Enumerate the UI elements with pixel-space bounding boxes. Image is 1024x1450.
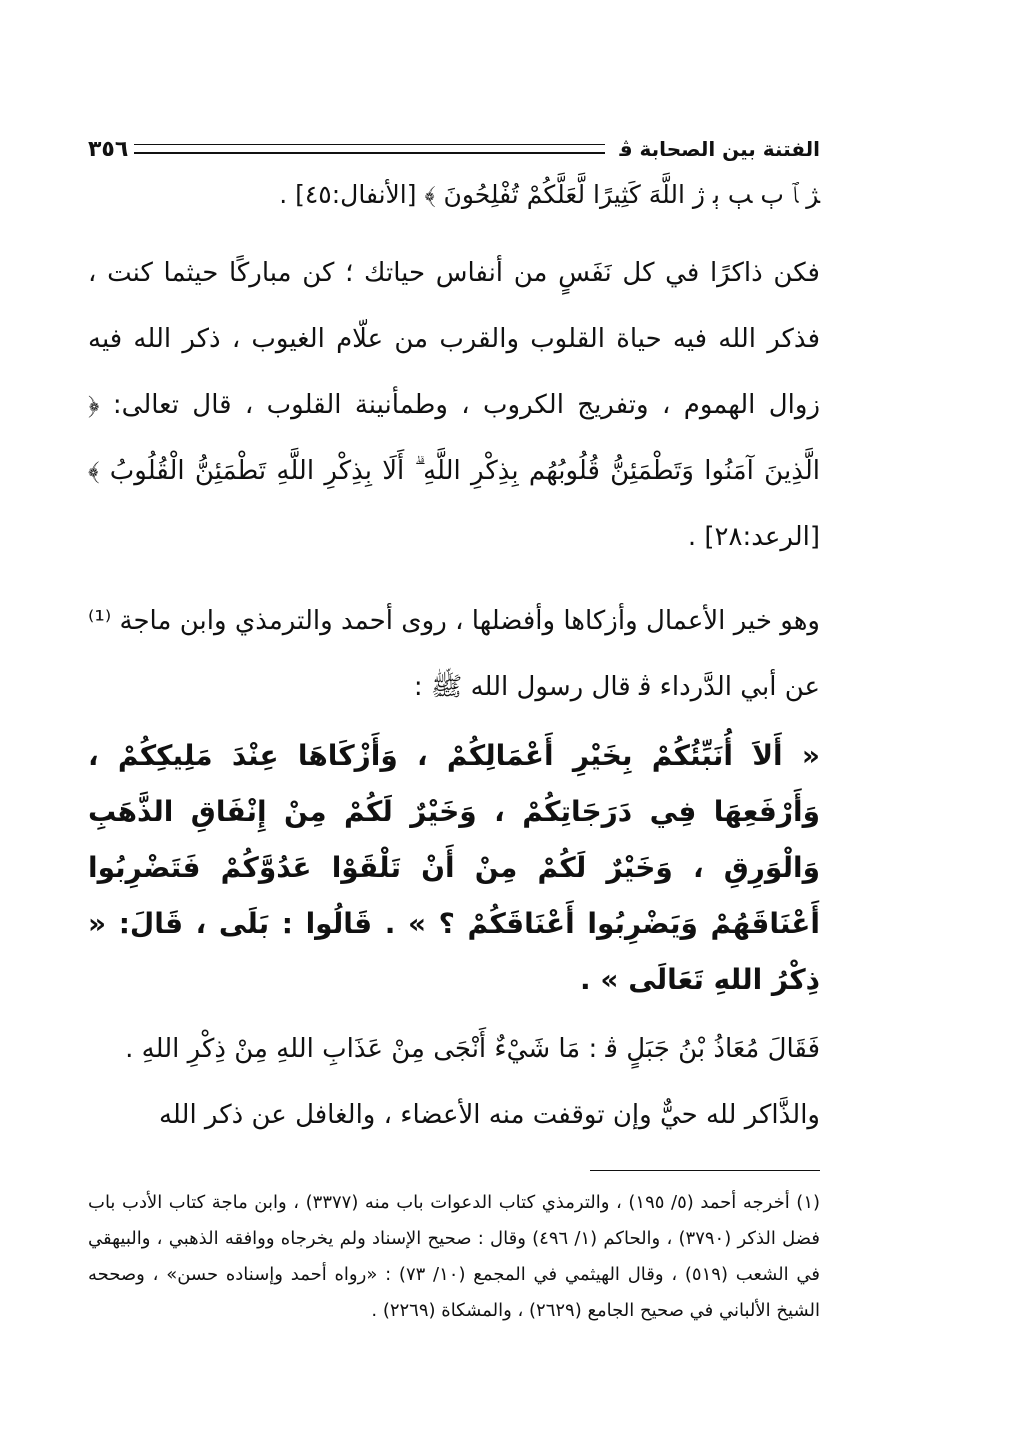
- footnote: (١) أخرجه أحمد (٥/ ١٩٥) ، والترمذي كتاب الدعوات باب منه (٣٣٧٧) ، وابن ماجة كتاب الأدب باب فضل الذكر (٣٧٩٠) ، والحاكم (١/ ٤٩٦) وقال : صحيح الإسناد ولم يخرجاه ووافقه الذهبي ، والبيهقي في الشعب (٥١٩) ، وقال الهيثمي في المجمع (١٠/ ٧٣) : «رواه أحمد وإسناده حسن» ، وصححه الشيخ الألباني في صحيح الجامع (٢٦٢٩) ، والمشكاة (٢٢٦٩) .: [88, 1192, 821, 1321]
- paragraph-dhakir: والذَّاكر لله حيٌّ وإن توقفت منه الأعضاء ، والغافل عن ذكر الله: [158, 1100, 820, 1130]
- running-title: الفتنة بين الصحابة ﭬ: [619, 137, 820, 161]
- book-page: [88, 132, 820, 1332]
- paragraph-narration-intro: وهو خير الأعمال وأزكاها وأفضلها ، روى أحمد والترمذي وابن ماجة ⁽¹⁾ عن أبي الدَّرداء ﭬ قال رسول الله ﷺ :: [88, 606, 820, 702]
- paragraph-dhikr-benefits: فكن ذاكرًا في كل نَفَسٍ من أنفاس حياتك ؛ كن مباركًا حيثما كنت ، فذكر الله فيه حياة القلوب والقرب من علّام الغيوب ، ذكر الله فيه زوال الهموم ، وتفريج الكروب ، وطمأنينة القلوب ، قال تعالى: ﴿ الَّذِينَ آمَنُوا وَتَطْمَئِنُّ قُلُوبُهُم بِذِكْرِ اللَّهِ ۗ أَلَا بِذِكْرِ اللَّهِ تَطْمَئِنُّ الْقُلُوبُ ﴾ [الرعد:٢٨] .: [88, 258, 820, 552]
- page-number: ٣٥٦: [88, 136, 129, 162]
- running-header: [88, 132, 820, 166]
- verse-continuation: ﮋ ﭑ ﭒ ﭓ ﭔ ﮊ اللَّهَ كَثِيرًا لَّعَلَّكُمْ تُفْلِحُونَ ﴾ [الأنفال:٤٥] .: [279, 180, 820, 209]
- paragraph-muadh-saying: فَقَالَ مُعَاذُ بْنُ جَبَلٍ ﭬ : مَا شَيْءٌ أَنْجَى مِنْ عَذَابِ اللهِ مِنْ ذِكْرِ اللهِ .: [125, 1034, 820, 1064]
- header-rule: [134, 144, 605, 154]
- paragraph-hadith: « أَلاَ أُنَبِّئُكُمْ بِخَيْرِ أَعْمَالِكُمْ ، وَأَزْكَاهَا عِنْدَ مَلِيكِكُمْ ، وَأَرْفَعِهَا فِي دَرَجَاتِكُمْ ، وَخَيْرٌ لَكُمْ مِنْ إِنْفَاقِ الذَّهَبِ وَالْوَرِقِ ، وَخَيْرٌ لَكُمْ مِنْ أَنْ تَلْقَوْا عَدُوَّكُمْ فَتَضْرِبُوا أَعْنَاقَهُمْ وَيَضْرِبُوا أَعْنَاقَكُمْ ؟ » . قَالُوا : بَلَى ، قَالَ: « ذِكْرُ اللهِ تَعَالَى » .: [88, 739, 820, 996]
- footnote-separator: [590, 1170, 820, 1171]
